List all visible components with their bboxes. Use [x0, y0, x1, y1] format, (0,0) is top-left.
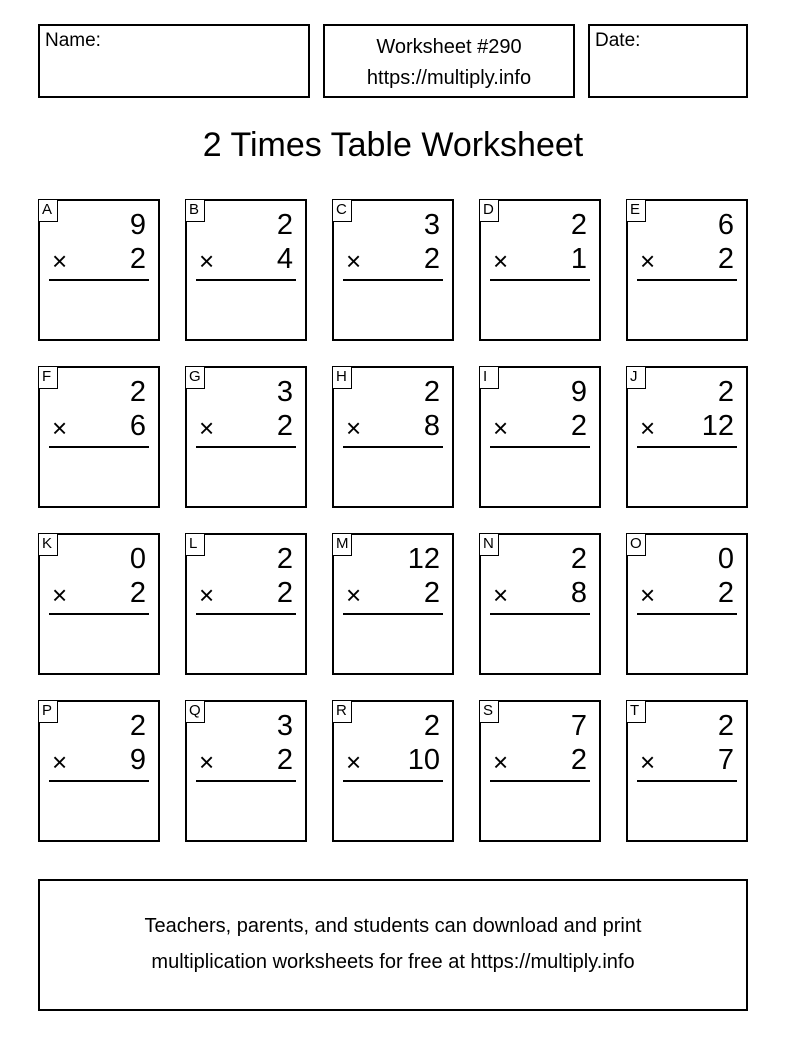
- multiplicand: 2: [276, 543, 293, 575]
- answer-line: [490, 613, 590, 615]
- name-label: Name:: [45, 30, 101, 51]
- answer-line: [637, 780, 737, 782]
- footer-box: [38, 879, 748, 1011]
- times-operator: ×: [346, 246, 362, 276]
- times-operator: ×: [199, 246, 215, 276]
- multiplicand: 2: [276, 209, 293, 241]
- problem-label: R: [332, 700, 352, 723]
- multiplier: 2: [276, 744, 293, 776]
- times-operator: ×: [640, 580, 656, 610]
- times-operator: ×: [346, 413, 362, 443]
- times-operator: ×: [640, 413, 656, 443]
- problem-label: M: [332, 533, 352, 556]
- answer-line: [196, 446, 296, 448]
- multiplicand: 0: [129, 543, 146, 575]
- multiplier: 10: [407, 744, 440, 776]
- website-url: https://multiply.info: [366, 67, 532, 89]
- answer-line: [49, 613, 149, 615]
- answer-line: [490, 780, 590, 782]
- answer-line: [637, 279, 737, 281]
- problem-card[interactable]: [479, 700, 601, 842]
- problem-card[interactable]: [626, 700, 748, 842]
- multiplicand: 2: [717, 376, 734, 408]
- problem-label: I: [479, 366, 499, 389]
- multiplier: 2: [276, 410, 293, 442]
- times-operator: ×: [346, 580, 362, 610]
- problem-card[interactable]: [38, 700, 160, 842]
- problem-label: H: [332, 366, 352, 389]
- times-operator: ×: [199, 413, 215, 443]
- problem-label: B: [185, 199, 205, 222]
- answer-line: [637, 613, 737, 615]
- multiplicand: 12: [407, 543, 440, 575]
- multiplicand: 9: [129, 209, 146, 241]
- problem-label: G: [185, 366, 205, 389]
- problem-card[interactable]: [332, 366, 454, 508]
- multiplier: 7: [717, 744, 734, 776]
- worksheet-info-box: [323, 24, 575, 98]
- multiplicand: 2: [570, 543, 587, 575]
- answer-line: [343, 279, 443, 281]
- problem-label: Q: [185, 700, 205, 723]
- answer-line: [343, 780, 443, 782]
- multiplicand: 2: [423, 710, 440, 742]
- problem-card[interactable]: [332, 199, 454, 341]
- answer-line: [196, 780, 296, 782]
- problem-card[interactable]: [38, 366, 160, 508]
- date-label: Date:: [595, 30, 641, 51]
- problem-label: K: [38, 533, 58, 556]
- problem-card[interactable]: [38, 533, 160, 675]
- problem-label: N: [479, 533, 499, 556]
- problem-label: O: [626, 533, 646, 556]
- multiplicand: 3: [276, 710, 293, 742]
- multiplier: 2: [129, 577, 146, 609]
- problem-card[interactable]: [479, 533, 601, 675]
- footer-line-1: Teachers, parents, and students can download and print: [144, 915, 642, 937]
- multiplier: 2: [717, 243, 734, 275]
- date-field-box[interactable]: [588, 24, 748, 98]
- times-operator: ×: [346, 747, 362, 777]
- problem-card[interactable]: [626, 533, 748, 675]
- times-operator: ×: [493, 246, 509, 276]
- problem-card[interactable]: [626, 366, 748, 508]
- times-operator: ×: [640, 747, 656, 777]
- answer-line: [196, 613, 296, 615]
- problem-card[interactable]: [185, 199, 307, 341]
- multiplier: 2: [570, 744, 587, 776]
- problem-card[interactable]: [185, 533, 307, 675]
- problem-label: A: [38, 199, 58, 222]
- times-operator: ×: [52, 413, 68, 443]
- page-title: 2 Times Table Worksheet: [202, 126, 584, 164]
- times-operator: ×: [52, 246, 68, 276]
- multiplicand: 3: [423, 209, 440, 241]
- multiplicand: 2: [423, 376, 440, 408]
- multiplier: 2: [276, 577, 293, 609]
- multiplicand: 2: [129, 710, 146, 742]
- problem-label: C: [332, 199, 352, 222]
- times-operator: ×: [52, 580, 68, 610]
- answer-line: [343, 446, 443, 448]
- problem-card[interactable]: [479, 366, 601, 508]
- multiplicand: 6: [717, 209, 734, 241]
- problem-label: P: [38, 700, 58, 723]
- multiplier: 4: [276, 243, 293, 275]
- times-operator: ×: [199, 580, 215, 610]
- multiplier: 8: [570, 577, 587, 609]
- multiplier: 12: [701, 410, 734, 442]
- multiplier: 2: [423, 577, 440, 609]
- times-operator: ×: [52, 747, 68, 777]
- problem-card[interactable]: [626, 199, 748, 341]
- multiplicand: 0: [717, 543, 734, 575]
- multiplier: 8: [423, 410, 440, 442]
- multiplicand: 3: [276, 376, 293, 408]
- multiplier: 2: [570, 410, 587, 442]
- problem-card[interactable]: [479, 199, 601, 341]
- multiplicand: 2: [129, 376, 146, 408]
- times-operator: ×: [640, 246, 656, 276]
- problem-label: L: [185, 533, 205, 556]
- multiplicand: 2: [570, 209, 587, 241]
- times-operator: ×: [199, 747, 215, 777]
- problem-label: F: [38, 366, 58, 389]
- footer-line-2: multiplication worksheets for free at https://multiply.info: [151, 951, 635, 973]
- problem-label: J: [626, 366, 646, 389]
- answer-line: [196, 279, 296, 281]
- answer-line: [49, 279, 149, 281]
- answer-line: [490, 446, 590, 448]
- multiplicand: 2: [717, 710, 734, 742]
- times-operator: ×: [493, 747, 509, 777]
- worksheet-number: Worksheet #290: [376, 36, 522, 58]
- multiplier: 2: [129, 243, 146, 275]
- problem-label: T: [626, 700, 646, 723]
- problem-card[interactable]: [332, 533, 454, 675]
- problem-label: D: [479, 199, 499, 222]
- multiplier: 2: [717, 577, 734, 609]
- problem-label: S: [479, 700, 499, 723]
- multiplier: 2: [423, 243, 440, 275]
- multiplicand: 7: [570, 710, 587, 742]
- multiplicand: 9: [570, 376, 587, 408]
- multiplier: 6: [129, 410, 146, 442]
- answer-line: [49, 780, 149, 782]
- times-operator: ×: [493, 580, 509, 610]
- problem-card[interactable]: [38, 199, 160, 341]
- name-field-box[interactable]: [38, 24, 310, 98]
- multiplier: 9: [129, 744, 146, 776]
- answer-line: [637, 446, 737, 448]
- problem-label: E: [626, 199, 646, 222]
- times-operator: ×: [493, 413, 509, 443]
- problem-card[interactable]: [185, 366, 307, 508]
- answer-line: [49, 446, 149, 448]
- multiplier: 1: [570, 243, 587, 275]
- answer-line: [343, 613, 443, 615]
- problem-card[interactable]: [332, 700, 454, 842]
- problem-card[interactable]: [185, 700, 307, 842]
- answer-line: [490, 279, 590, 281]
